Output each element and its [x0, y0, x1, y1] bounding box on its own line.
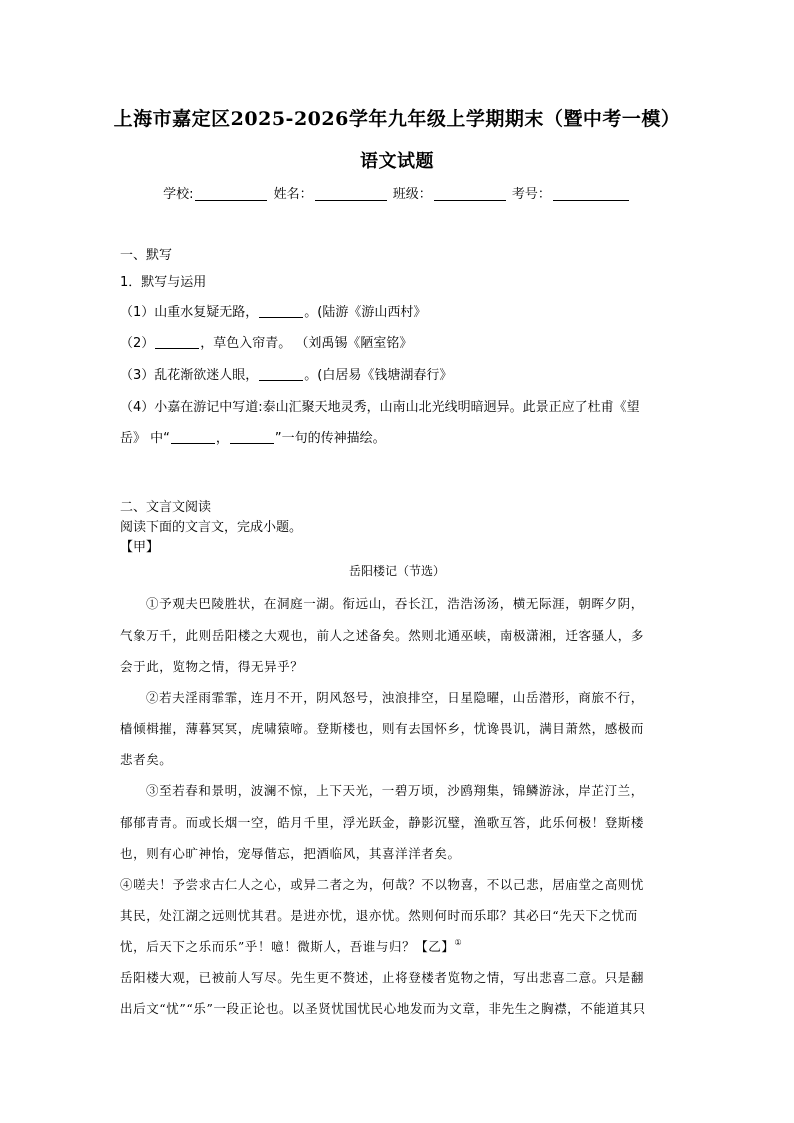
class-label: 班级： — [392, 187, 432, 202]
section-1-heading: 一、默写 — [120, 248, 173, 263]
dictation-item-4-cont: 岳》 中“ ， ”一句的传神描绘。 — [120, 431, 386, 446]
passage-line: 忧，后天下之乐而乐”乎！噫！微斯人，吾谁与归？【乙】① — [120, 938, 463, 954]
passage-line: 郁郁青青。而或长烟一空，皓月千里，浮光跃金，静影沉璧，渔歌互答，此乐何极！登斯楼 — [120, 815, 645, 830]
exam-title: 上海市嘉定区2025-2026学年九年级上学期期末（暨中考一模） — [113, 108, 681, 130]
section-2-instruction: 阅读下面的文言文，完成小题。 — [120, 520, 303, 535]
passage-line: 气象万千，此则岳阳楼之大观也，前人之述备矣。然则北通巫峡，南极潇湘，迁客骚人，多 — [120, 628, 645, 643]
school-label: 学校: — [163, 187, 194, 202]
exam-subtitle: 语文试题 — [360, 151, 434, 172]
question-1-title: 1．默写与运用 — [120, 275, 207, 290]
exam-number-label: 考号： — [511, 187, 551, 202]
passage-line: 岳阳楼大观，已被前人写尽。先生更不赘述，止将登楼者览物之情，写出悲喜二意。只是翻 — [120, 970, 645, 985]
student-info-line — [0, 183, 794, 202]
dictation-item-4: （4）小嘉在游记中写道:泰山汇聚天地灵秀，山南山北光线明暗迥异。此景正应了杜甫《望 — [120, 400, 640, 415]
answer-blank[interactable] — [155, 336, 199, 349]
dictation-item-3: （3）乱花渐欲迷人眼， 。(白居易《钱塘湖春行》 — [120, 368, 453, 383]
answer-blank[interactable] — [171, 431, 215, 444]
passage-line: 悲者矣。 — [120, 752, 173, 767]
exam-number-blank[interactable] — [553, 187, 629, 201]
passage-line: 出后文“忧”“乐”一段正论也。以圣贤忧国忧民心地发而为文章，非先生之胸襟，不能道其只 — [120, 1001, 646, 1016]
dictation-item-2: （2） ，草色入帘青。 （刘禹锡《陋室铭》 — [120, 336, 413, 351]
answer-blank[interactable] — [230, 431, 274, 444]
passage-line: 也，则有心旷神怡，宠辱偕忘，把酒临风，其喜洋洋者矣。 — [120, 846, 461, 861]
passage-line: ②若夫淫雨霏霏，连月不开，阴风怒号，浊浪排空，日星隐曜，山岳潜形，商旅不行， — [146, 690, 644, 705]
answer-blank[interactable] — [259, 368, 303, 381]
name-label: 姓名： — [273, 187, 313, 202]
passage-line: ①予观夫巴陵胜状，在洞庭一湖。衔远山，吞长江，浩浩汤汤，横无际涯，朝晖夕阴， — [146, 596, 644, 611]
passage-line: ③至若春和景明，波澜不惊，上下天光，一碧万顷，沙鸥翔集，锦鳞游泳，岸芷汀兰， — [146, 783, 644, 798]
section-2-heading: 二、文言文阅读 — [120, 500, 212, 515]
label-jia: 【甲】 — [120, 540, 160, 555]
passage-line: 其民，处江湖之远则忧其君。是进亦忧，退亦忧。然则何时而乐耶？其必曰“先天下之忧而 — [120, 908, 638, 923]
footnote-marker: ① — [454, 938, 463, 947]
passage-line: 樯倾楫摧，薄暮冥冥，虎啸猿啼。登斯楼也，则有去国怀乡，忧谗畏讥，满目萧然，感极而 — [120, 721, 645, 736]
answer-blank[interactable] — [259, 305, 303, 318]
school-blank[interactable] — [195, 187, 267, 201]
name-blank[interactable] — [315, 187, 387, 201]
passage-title: 岳阳楼记（节选） — [348, 564, 445, 578]
dictation-item-1: （1）山重水复疑无路， 。(陆游《游山西村》 — [120, 305, 427, 320]
passage-line: ④嗟夫！予尝求古仁人之心，或异二者之为，何哉？不以物喜，不以己悲，居庙堂之高则忧 — [120, 877, 645, 892]
class-blank[interactable] — [434, 187, 506, 201]
passage-line: 会于此，览物之情，得无异乎？ — [120, 659, 304, 674]
